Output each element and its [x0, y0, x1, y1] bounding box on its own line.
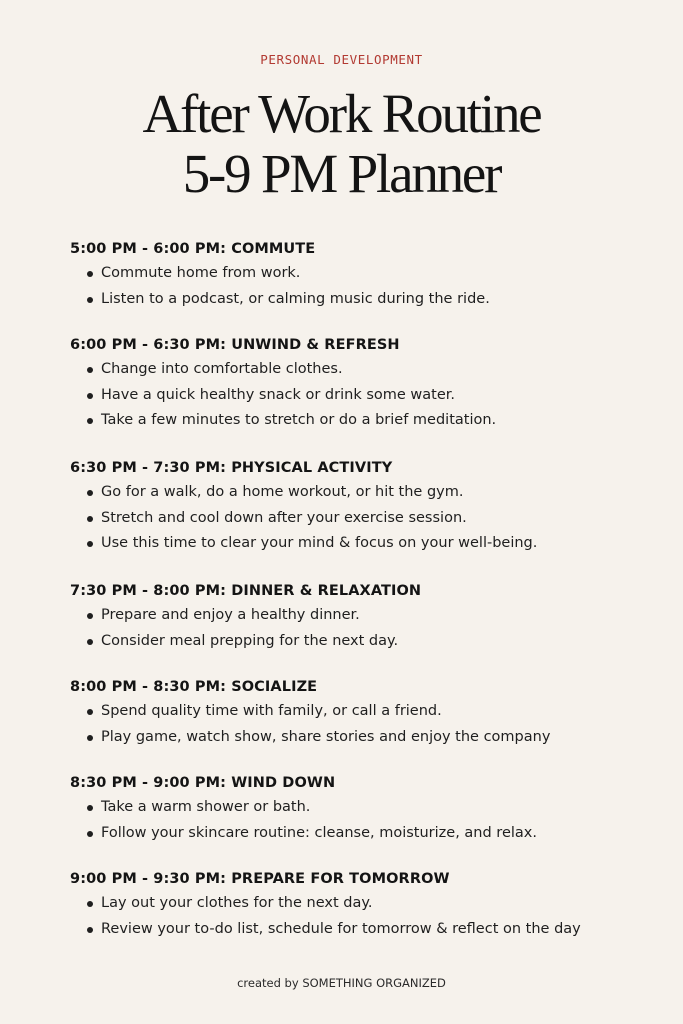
bullet-icon [87, 490, 93, 496]
list-item [70, 603, 660, 629]
item-text: Commute home from work. [101, 265, 301, 281]
list-item [70, 821, 660, 847]
list-item [70, 891, 660, 917]
footer-credit: created by SOMETHING ORGANIZED [237, 976, 446, 990]
list-item [70, 506, 660, 532]
bullet-icon [87, 297, 93, 303]
bullet-icon [87, 367, 93, 373]
item-text: Change into comfortable clothes. [101, 361, 343, 377]
item-text: Follow your skincare routine: cleanse, moisturize, and relax. [101, 824, 537, 841]
list-item [70, 480, 660, 506]
section-items [70, 891, 660, 942]
item-text: Use this time to clear your mind & focus on your well-being. [101, 535, 538, 551]
list-item [70, 629, 660, 655]
item-text: Take a few minutes to stretch or do a brief meditation. [101, 412, 497, 428]
bullet-icon [87, 709, 93, 715]
page-title [0, 84, 683, 204]
bullet-icon [87, 927, 93, 933]
list-item [70, 357, 660, 383]
bullet-icon [87, 393, 93, 399]
section-items [70, 480, 660, 557]
list-item [70, 287, 660, 313]
section-items [70, 357, 660, 434]
list-item [70, 725, 660, 751]
section-heading: 5:00 PM - 6:00 PM: COMMUTE [70, 241, 316, 257]
schedule-section [70, 675, 660, 771]
section-heading: 9:00 PM - 9:30 PM: PREPARE FOR TOMORROW [70, 871, 450, 887]
list-item [70, 699, 660, 725]
schedule-section [70, 333, 660, 456]
bullet-icon [87, 735, 93, 741]
section-heading: 6:00 PM - 6:30 PM: UNWIND & REFRESH [70, 337, 400, 353]
item-text: Lay out your clothes for the next day. [101, 895, 373, 911]
schedule-section [70, 456, 660, 579]
item-text: Review your to-do list, schedule for tomorrow & reflect on the day [101, 920, 581, 937]
list-item [70, 261, 660, 287]
bullet-icon [87, 516, 93, 522]
section-heading: 7:30 PM - 8:00 PM: DINNER & RELAXATION [70, 583, 422, 599]
bullet-icon [87, 271, 93, 277]
bullet-icon [87, 613, 93, 619]
schedule-section [70, 579, 660, 675]
item-text: Prepare and enjoy a healthy dinner. [101, 607, 360, 623]
section-heading: 8:00 PM - 8:30 PM: SOCIALIZE [70, 679, 318, 695]
bullet-icon [87, 805, 93, 811]
section-heading: 8:30 PM - 9:00 PM: WIND DOWN [70, 775, 336, 791]
bullet-icon [87, 541, 93, 547]
item-text: Stretch and cool down after your exercise session. [101, 509, 467, 526]
schedule-section [70, 771, 660, 867]
bullet-icon [87, 901, 93, 907]
item-text: Consider meal prepping for the next day. [101, 632, 399, 649]
bullet-icon [87, 418, 93, 424]
bullet-icon [87, 831, 93, 837]
list-item [70, 408, 660, 434]
list-item [70, 917, 660, 943]
list-item [70, 383, 660, 409]
title-line-1: After Work Routine [142, 83, 541, 144]
title-line-2: 5-9 PM Planner [182, 143, 501, 204]
item-text: Play game, watch show, share stories and enjoy the company [101, 728, 551, 745]
item-text: Have a quick healthy snack or drink some water. [101, 386, 455, 403]
section-items [70, 261, 660, 312]
item-text: Take a warm shower or bath. [101, 799, 311, 815]
item-text: Listen to a podcast, or calming music during the ride. [101, 290, 490, 307]
schedule-sections [70, 237, 660, 963]
section-items [70, 699, 660, 750]
section-heading: 6:30 PM - 7:30 PM: PHYSICAL ACTIVITY [70, 460, 393, 476]
schedule-section [70, 867, 660, 963]
section-items [70, 795, 660, 846]
list-item [70, 531, 660, 557]
bullet-icon [87, 639, 93, 645]
list-item [70, 795, 660, 821]
item-text: Spend quality time with family, or call a friend. [101, 703, 442, 719]
category-label: PERSONAL DEVELOPMENT [260, 52, 423, 67]
item-text: Go for a walk, do a home workout, or hit the gym. [101, 484, 464, 500]
schedule-section [70, 237, 660, 333]
section-items [70, 603, 660, 654]
